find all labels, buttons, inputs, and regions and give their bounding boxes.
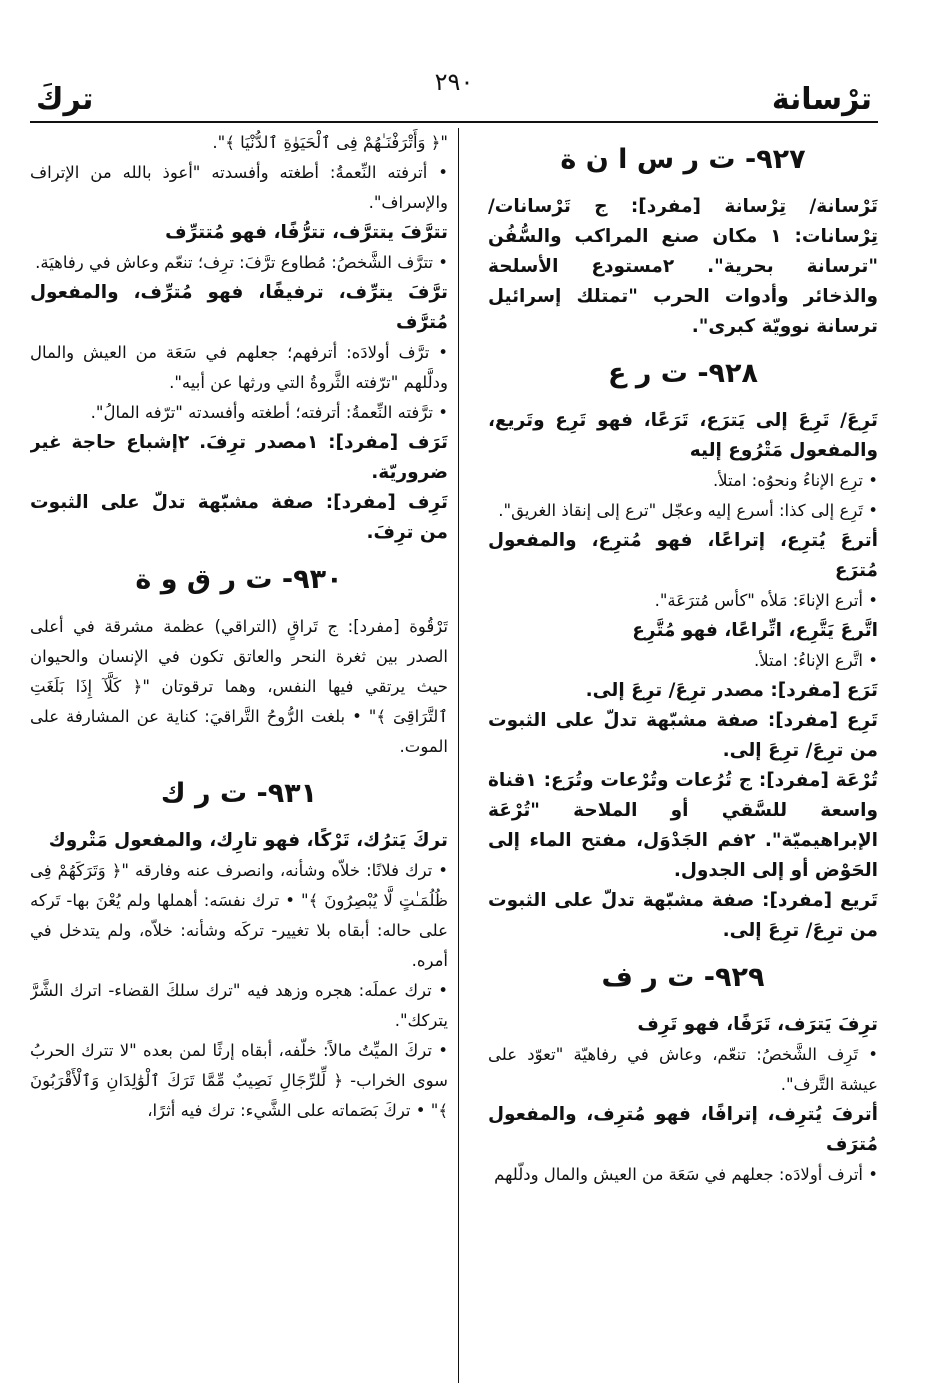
headword-entry: تترَّفَ يتترَّف، تترُّفًا، فهو مُتترِّف (165, 222, 448, 243)
headword-entry: تَرْسانة/ تِرْسانة [مفرد]: ج تَرْسانات/ تِرْسانات: ١ مكان صنع المراكب والسُّفُن "ترسانة بحرية". ٢مستودع الأسلحة والذخائر وأدوات الحرب "تمتلك إسرائيل ترسانة نوويّة كبرى". (488, 196, 878, 337)
definition-line: • أترع الإناءَ: مَلأه "كأس مُترَعَة". (654, 591, 878, 610)
headword-entry: اتَّرعَ يَتَّرِع، اتِّراعًا، فهو مُتَّرِع (632, 620, 878, 641)
header-left-guide-word: تركَ (36, 82, 94, 117)
definition-line: "﴿ وَأَتْرَفْنَـٰهُمْ فِى ٱلْحَيَوٰةِ ٱلدُّنْيَا ﴾". (212, 133, 448, 152)
headword-entry: تَرِع [مفرد]: صفة مشبّهة تدلّ على الثبوت من ترِعَ/ ترِعَ إلى. (488, 710, 878, 761)
definition-line: • تَرِع إلى كذا: أسرع إليه وعجّل "ترع إلى إنقاذ الغريق". (498, 501, 878, 520)
definition-line: • أترفته النِّعمةُ: أطغته وأفسدته "أعوذ بالله من الإتراف والإسراف". (30, 163, 448, 212)
left-column (30, 128, 448, 1383)
definition-line: • ترك عملَه: هجره وزهد فيه "ترك سلكَ القضاء- اترك الشَّرَّ يتركك". (30, 981, 448, 1030)
definition-line: • ترَّف أولادَه: أترفهم؛ جعلهم في سَعَة من العيش والمال ودلَّلهم "ترّفته الثَّروةُ التي ورثها عن أبيه". (30, 343, 448, 392)
page-header (30, 68, 878, 118)
definition-line: تَرْقُوة [مفرد]: ج تَراقٍ (التراقي) عظمة مشرقة في أعلى الصدر بين ثغرة النحر والعاتق تكون في الإنسان والحيوان حيث يرتقي فيها النفس، وهما ترقوتان "﴿ كَلَّآ إِذَا بَلَغَتِ ٱلتَّرَاقِىَ ﴾" • بلغت الرُّوحُ التَّراقيَ: كناية عن المشارفة على الموت. (30, 617, 448, 756)
definition-line: • تترَّف الشَّخصُ: مُطاوع ترَّفَ: ترِف؛ تنعّم وعاش في رفاهيَة. (35, 253, 448, 272)
headword-entry: تُرْعَة [مفرد]: ج تُرُعات وتُرْعات وتُرَع: ١قناة واسعة للسَّقي أو الملاحة "تُرْعَة الإبراهيميّة". ٢فم الجَدْوَل، مفتح الماء إلى الحَوْض أو إلى الجدول. (488, 770, 878, 881)
definition-line: • ترَّفته النِّعمةُ: أترفته؛ أطغته وأفسدته "ترّفه المالُ". (90, 403, 448, 422)
headword-entry: أترعَ يُترِع، إتراعًا، فهو مُترِع، والمفعول مُترَع (488, 530, 878, 581)
header-rule (30, 121, 878, 123)
headword-entry: تَرَع [مفرد]: مصدر ترِعَ/ ترِعَ إلى. (585, 680, 878, 701)
headword-entry: أترفَ يُترِف، إترافًا، فهو مُترِف، والمفعول مُترَف (488, 1104, 878, 1155)
headword-entry: ترَّفَ يترِّف، ترفيفًا، فهو مُترِّف، والمفعول مُترَّف (30, 282, 448, 333)
headword-entry: تَرِف [مفرد]: صفة مشبّهة تدلّ على الثبوت من ترِفَ. (30, 492, 448, 543)
section-heading: ٩٢٨- ت ر ع (608, 358, 758, 389)
definition-line: • اتَّرع الإناءُ: امتلأ. (753, 651, 878, 670)
definition-line: • تركَ الميِّتُ مالاً: خلّفه، أبقاه إرثًا لمن بعده "لا تترك الحربُ سوى الخراب- ﴿ لِّلرِّجَالِ نَصِيبٌ مِّمَّا تَرَكَ ٱلْوَٰلِدَانِ وَٱلْأَقْرَبُونَ ﴾" • تركَ بَصَماته على الشَّيء: ترك فيه أثرًا، (30, 1041, 448, 1120)
right-column (488, 128, 878, 1383)
page-number: ٢٩٠ (434, 68, 474, 96)
section-heading: ٩٢٩- ت ر ف (601, 962, 765, 993)
definition-line: • أترف أولادَه: جعلهم في سَعَة من العيش والمال ودلّلهم (494, 1165, 878, 1184)
section-heading: ٩٣١- ت ر ك (160, 778, 318, 809)
headword-entry: تَرِعَ/ تَرِعَ إلى يَترَع، تَرَعًا، فهو تَرِع وتَريع، والمفعول مَتْرُوع إليه (488, 410, 878, 461)
column-divider (458, 128, 459, 1383)
headword-entry: تَريع [مفرد]: صفة مشبّهة تدلّ على الثبوت من ترِعَ/ ترِعَ إلى. (488, 890, 878, 941)
headword-entry: تركَ يَترُك، تَرْكًا، فهو تارِك، والمفعول مَتْروك (48, 830, 448, 851)
headword-entry: تَرَف [مفرد]: ١مصدر ترِفَ. ٢إشباع حاجة غير ضروريّة. (30, 432, 448, 483)
headword-entry: ترِفَ يَترَف، تَرَفًا، فهو تَرِف (637, 1014, 878, 1035)
definition-line: • تَرِف الشَّخصُ: تنعّم، وعاش في رفاهيّة "تعوّد على عيشة التَّرف". (488, 1045, 878, 1094)
section-heading: ٩٢٧- ت ر س ا ن ة (560, 144, 806, 175)
definition-line: • ترك فلانًا: خلاّه وشأنه، وانصرف عنه وفارقه "﴿ وَتَرَكَهُمْ فِى ظُلُمَـٰتٍ لَّا يُبْصِرُونَ ﴾" • ترك نفسَه: أهملها ولم يُعْنَ بها- تَركه على حاله: أبقاه بلا تغيير- تركَه وشأنه: خلاّه، ولم يتدخل في أمره. (30, 861, 448, 970)
section-heading: ٩٣٠- ت ر ق و ة (135, 564, 343, 595)
definition-line: • ترِع الإناءُ ونحوُه: امتلأ. (712, 471, 878, 490)
header-right-guide-word: ترْسانة (771, 82, 872, 117)
